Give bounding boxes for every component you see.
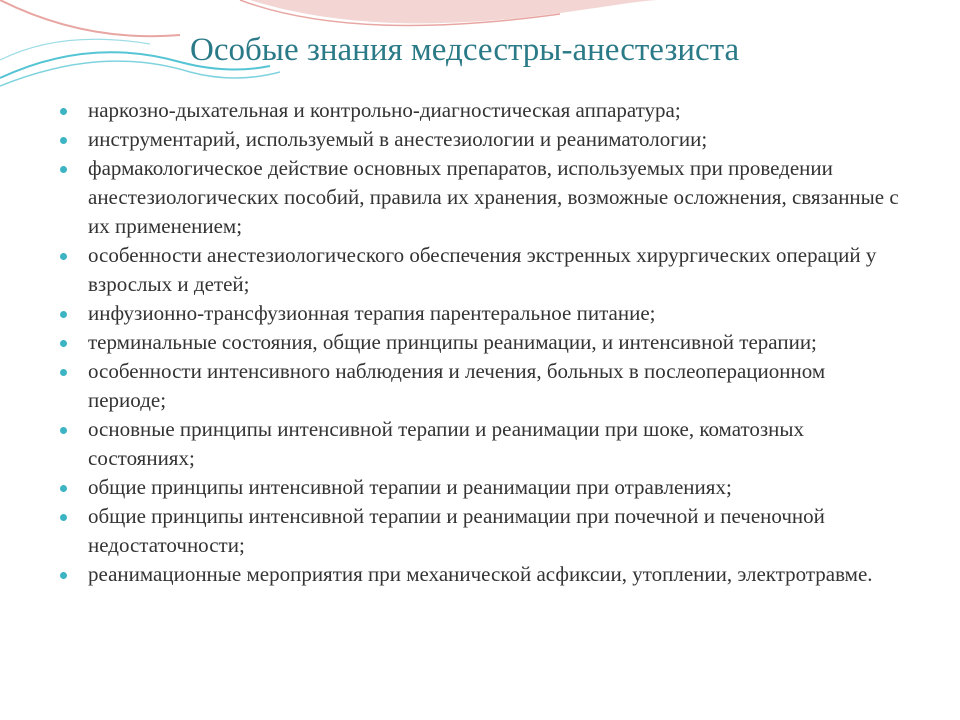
bullet-item xyxy=(60,299,900,328)
bullet-dot-icon xyxy=(60,108,67,115)
bullet-dot-icon xyxy=(60,572,67,579)
bullet-text: общие принципы интенсивной терапии и реанимации при почечной и печеночной недостаточности; xyxy=(88,504,825,557)
bullet-text: фармакологическое действие основных препаратов, используемых при проведении анестезиологических пособий, правила их хранения, возможные осложнения, связанные с их применением; xyxy=(88,156,899,238)
bullet-text: общие принципы интенсивной терапии и реанимации при отравлениях; xyxy=(88,475,732,499)
bullet-item xyxy=(60,560,900,589)
bullet-item xyxy=(60,357,900,415)
bullet-dot-icon xyxy=(60,340,67,347)
bullet-dot-icon xyxy=(60,137,67,144)
bullet-dot-icon xyxy=(60,514,67,521)
bullet-item xyxy=(60,328,900,357)
bullet-item xyxy=(60,502,900,560)
bullet-text: наркозно-дыхательная и контрольно-диагностическая аппаратура; xyxy=(88,98,681,122)
bullet-text: инфузионно-трансфузионная терапия парентеральное питание; xyxy=(88,301,656,325)
bullet-dot-icon xyxy=(60,369,67,376)
slide-title: Особые знания медсестры-анестезиста xyxy=(190,32,740,68)
bullet-text: основные принципы интенсивной терапии и реанимации при шоке, коматозных состояниях; xyxy=(88,417,805,470)
bullet-item xyxy=(60,473,900,502)
bullet-list xyxy=(60,96,900,589)
bullet-item xyxy=(60,154,900,241)
bullet-text: инструментарий, используемый в анестезиологии и реаниматологии; xyxy=(88,127,708,151)
bullet-dot-icon xyxy=(60,166,67,173)
bullet-text: терминальные состояния, общие принципы реанимации, и интенсивной терапии; xyxy=(88,330,817,354)
bullet-dot-icon xyxy=(60,311,67,318)
bullet-item xyxy=(60,125,900,154)
pink-wave-line xyxy=(0,0,180,36)
bullet-item xyxy=(60,96,900,125)
teal-wave-3 xyxy=(0,39,150,60)
bullet-text: реанимационные мероприятия при механической асфиксии, утоплении, электротравме. xyxy=(88,562,873,586)
bullet-dot-icon xyxy=(60,253,67,260)
bullet-text: особенности анестезиологического обеспечения экстренных хирургических операций у взрослых и детей; xyxy=(88,243,877,296)
bullet-text: особенности интенсивного наблюдения и лечения, больных в послеоперационном периоде; xyxy=(88,359,826,412)
bullet-item xyxy=(60,415,900,473)
pink-wave-fill xyxy=(250,0,660,23)
bullet-dot-icon xyxy=(60,485,67,492)
bullet-dot-icon xyxy=(60,427,67,434)
bullet-item xyxy=(60,241,900,299)
